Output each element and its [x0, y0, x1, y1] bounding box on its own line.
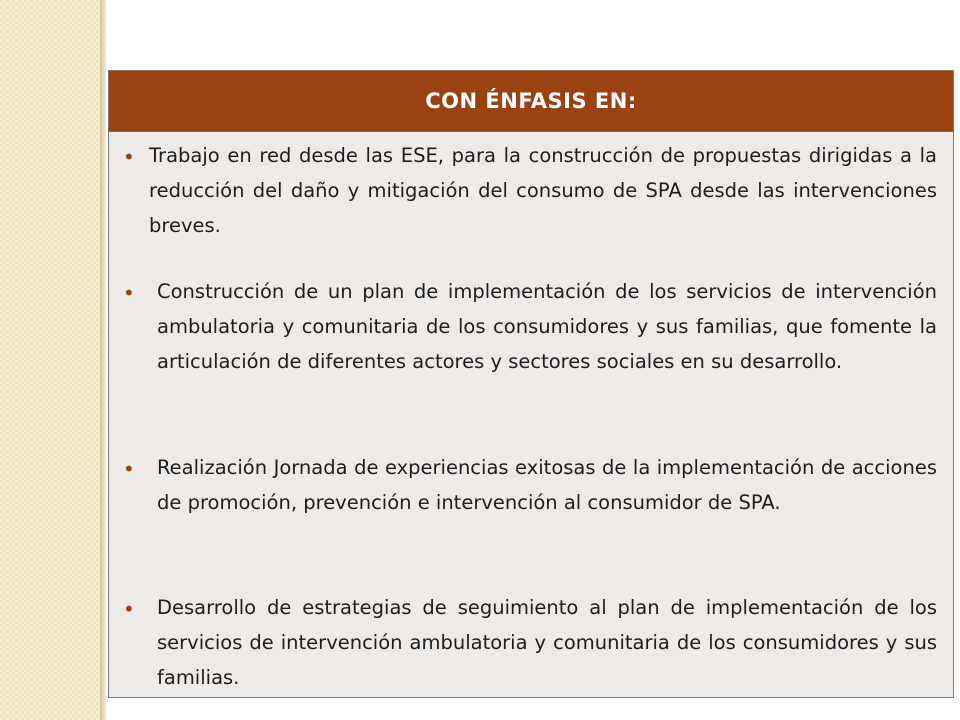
- bullet-icon: •: [123, 145, 135, 169]
- bullet-icon: •: [123, 597, 135, 621]
- decorative-side-edge: [100, 0, 106, 720]
- list-item-text: Trabajo en red desde las ESE, para la construcción de propuestas dirigidas a la reducción del daño y mitigación del consumo de SPA desde las intervenciones breves.: [149, 144, 937, 237]
- content-box: [108, 70, 954, 698]
- bullet-icon: •: [123, 457, 135, 481]
- bullet-icon: •: [123, 281, 135, 305]
- decorative-side-strip: [0, 0, 100, 720]
- list-item-text: Realización Jornada de experiencias exitosas de la implementación de acciones de promoción, prevención e intervención al consumidor de SPA.: [157, 456, 937, 514]
- list-item-text: Desarrollo de estrategias de seguimiento al plan de implementación de los servicios de intervención ambulatoria y comunitaria de los consumidores y sus familias.: [157, 596, 937, 689]
- box-title: CON ÉNFASIS EN:: [425, 89, 637, 113]
- box-header: [109, 71, 953, 132]
- list-item-text: Construcción de un plan de implementación de los servicios de intervención ambulatoria y comunitaria de los consumidores y sus familias, que fomente la articulación de diferentes actores y sectores sociales en su desarrollo.: [157, 280, 937, 373]
